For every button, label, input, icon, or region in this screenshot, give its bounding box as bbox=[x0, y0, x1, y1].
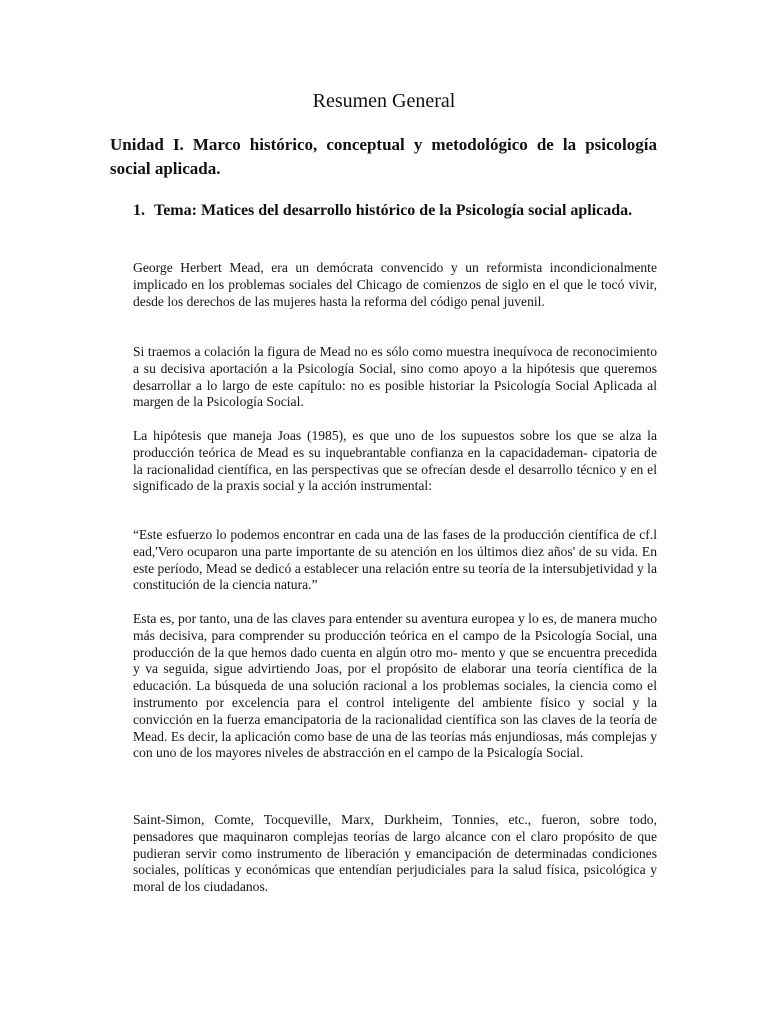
topic-title: Tema: Matices del desarrollo histórico de la Psicología social aplicada. bbox=[154, 202, 633, 219]
unit-heading: Unidad I. Marco histórico, conceptual y metodológico de la psicología social aplicada. bbox=[110, 135, 657, 178]
topic-heading bbox=[133, 200, 657, 221]
paragraph: George Herbert Mead, era un demócrata convencido y un reformista incondicionalmente implicado en los problemas sociales del Chicago de comienzos de siglo en el que le tocó vivir, desde los derechos de las mujeres hasta la reforma del código penal juvenil. bbox=[133, 260, 657, 309]
paragraph: Si traemos a colación la figura de Mead no es sólo como muestra inequívoca de reconocimiento a su decisiva aportación a la Psicología Social, sino como apoyo a la hipótesis que queremos desarrollar a lo largo de este capítulo: no es posible historiar la Psicología Social Aplicada al margen de la Psicología Social. bbox=[133, 344, 657, 410]
quote-paragraph: “Este esfuerzo lo podemos encontrar en cada una de las fases de la producción científica de cf.l ead,'Vero ocuparon una parte importante de su atención en los últimos diez años' de su vida. En este período, Mead se dedicó a establecer una relación entre su teoría de la intersubjetividad y la constitución de la ciencia natura.” bbox=[133, 527, 657, 593]
topic-number: 1. bbox=[133, 202, 145, 219]
paragraph: La hipótesis que maneja Joas (1985), es que uno de los supuestos sobre los que se alza la producción teórica de Mead es su inquebrantable confianza en la capacidademan- cipatoria de la racionalidad científica, en las perspectivas que se ofrecían desde el desarrollo técnico y en el significado de la praxis social y la acción instrumental: bbox=[133, 428, 657, 494]
paragraph: Esta es, por tanto, una de las claves para entender su aventura europea y lo es, de manera mucho más decisiva, para comprender su producción teórica en el campo de la Psicología Social, una producción de la que hemos dado cuenta en algún otro mo- mento y que se encuentra precedida y va seguida, sigue advirtiendo Joas, por el propósito de elaborar una teoría científica de la educación. La búsqueda de una solución racional a los problemas sociales, la ciencia como el instrumento por excelencia para el control inteligente del ambiente físico y social y la convicción en la fuerza emancipatoria de la racionalidad científica son las claves de la teoría de Mead. Es decir, la aplicación como base de una de las teorías más enjundiosas, más complejas y con uno de los mayores niveles de abstracción en el campo de la Psicalogía Social. bbox=[133, 611, 657, 761]
page-title: Resumen General bbox=[312, 90, 456, 112]
paragraph: Saint-Simon, Comte, Tocqueville, Marx, Durkheim, Tonnies, etc., fueron, sobre todo, pensadores que maquinaron complejas teorías de largo alcance con el claro propósito de que pudieran servir como instrumento de liberación y emancipación de determinadas condiciones sociales, políticas y económicas que entendían perjudiciales para la salud física, psicológica y moral de los ciudadanos. bbox=[133, 812, 657, 895]
